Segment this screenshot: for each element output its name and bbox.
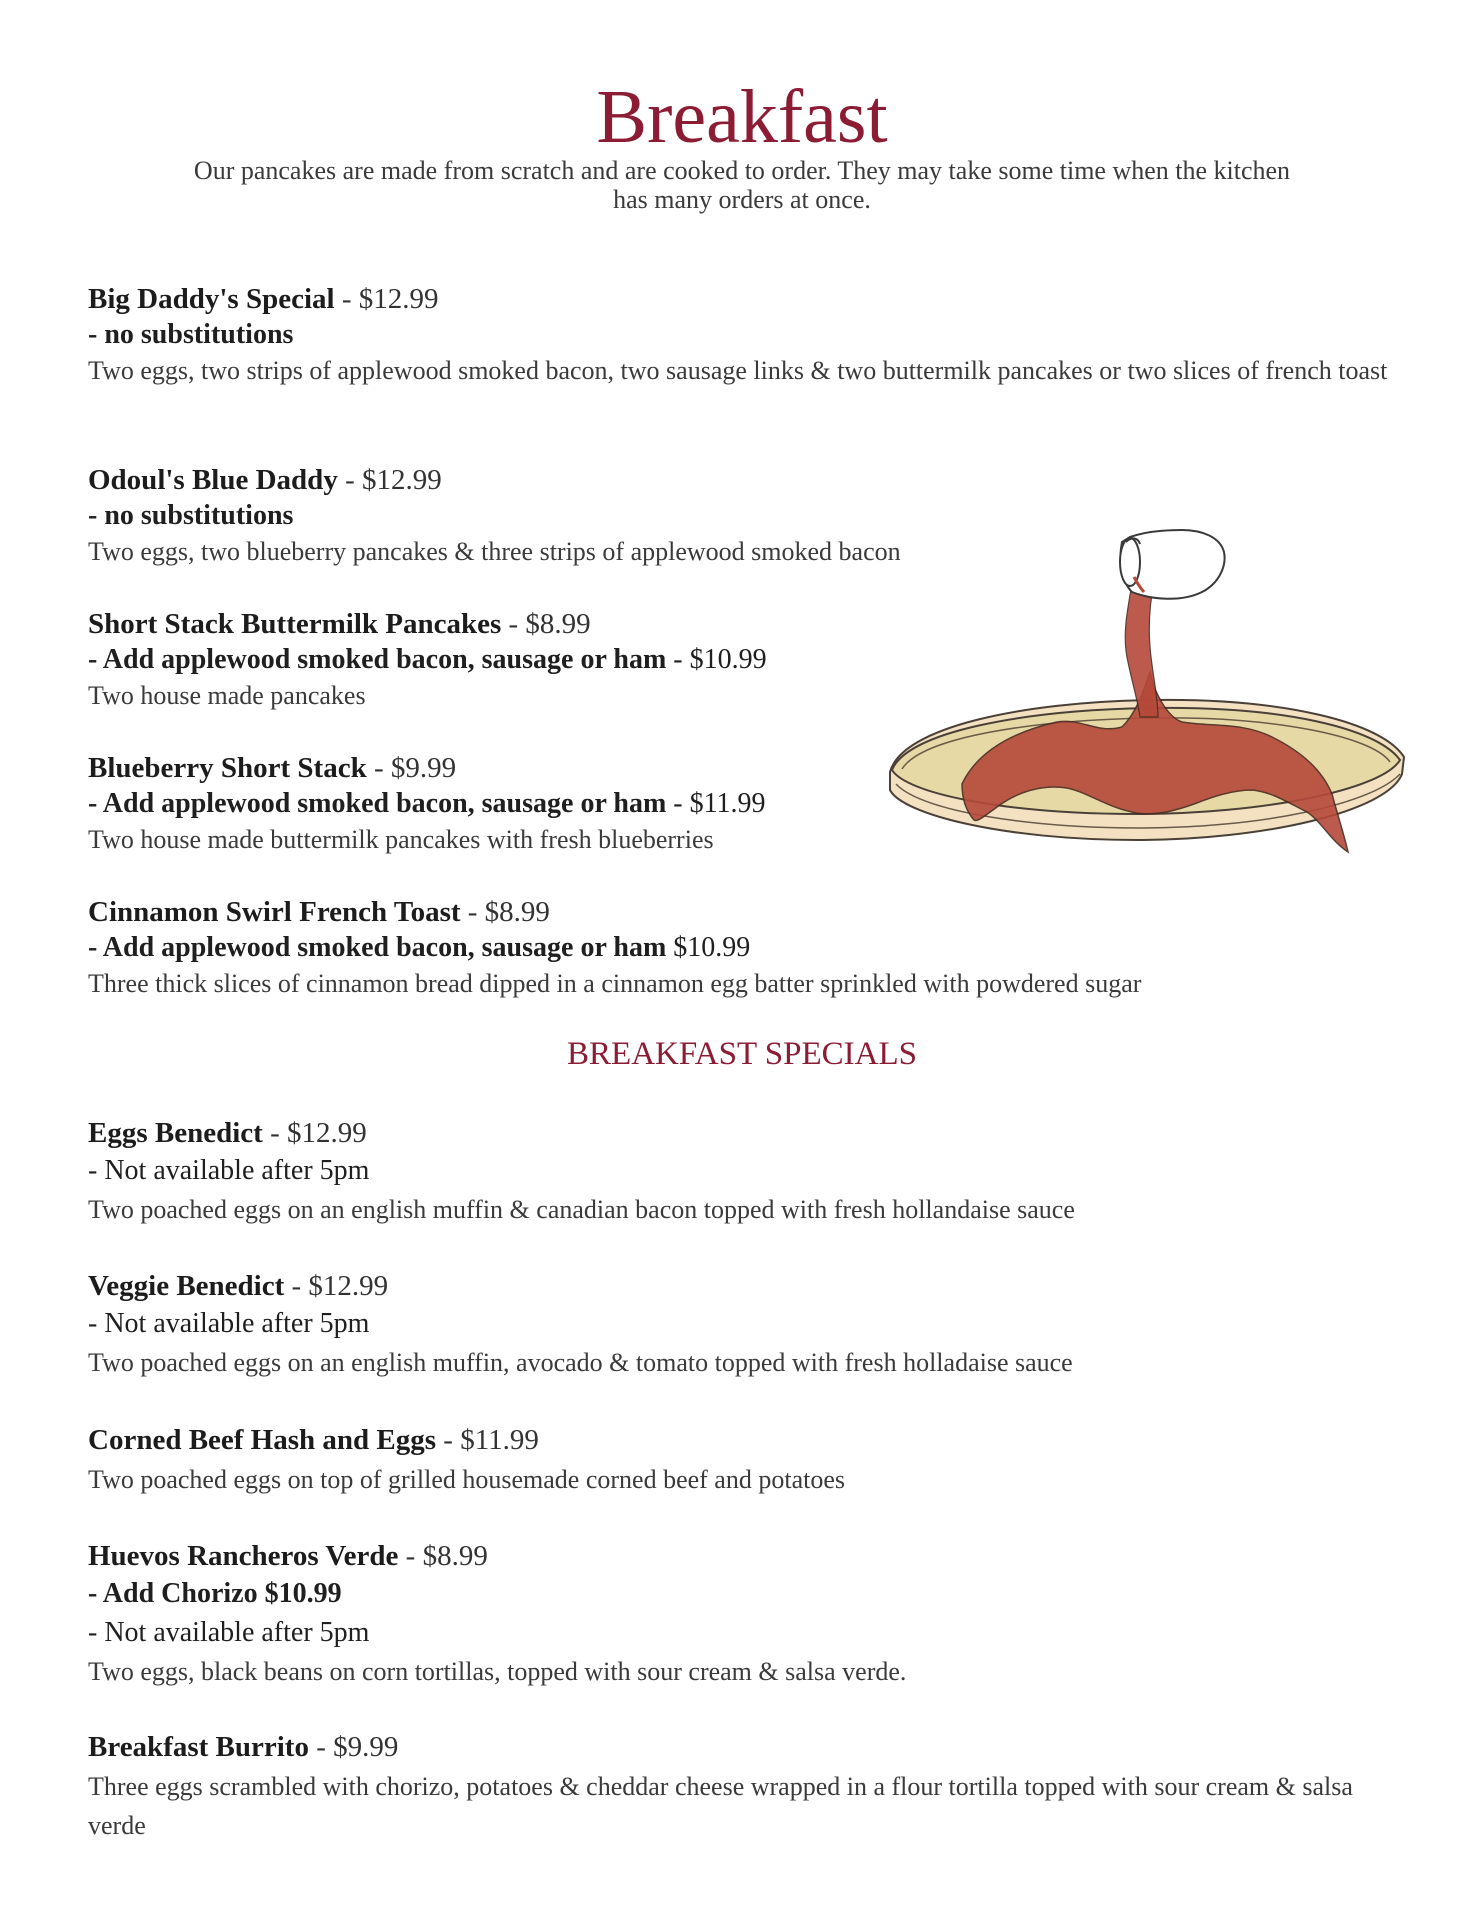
menu-item-blueberry-short-stack [88,750,868,858]
item-name: Short Stack Buttermilk Pancakes [88,608,502,640]
item-note: - Not available after 5pm [88,1617,370,1648]
item-name: Veggie Benedict [88,1270,285,1302]
item-note: - Add Chorizo $10.99 [88,1578,342,1609]
item-description: Three eggs scrambled with chorizo, potatoes & cheddar cheese wrapped in a flour tortilla topped with sour cream & salsa verde [88,1772,1353,1840]
item-note-price: $10.99 [666,932,751,963]
item-note: - Not available after 5pm [88,1155,370,1186]
item-description: Three thick slices of cinnamon bread dipped in a cinnamon egg batter sprinkled with powdered sugar [88,969,1142,998]
item-price: - $8.99 [467,896,550,928]
item-price: - $8.99 [405,1540,488,1572]
item-note: - no substitutions [88,319,294,350]
menu-item-breakfast-burrito [88,1729,1398,1845]
item-note: - Not available after 5pm [88,1308,370,1339]
menu-item-short-stack [88,606,868,714]
page-title: Breakfast [596,75,888,159]
item-description: Two eggs, two strips of applewood smoked bacon, two sausage links & two buttermilk pancakes or two slices of french toast [88,356,1388,385]
item-description: Two poached eggs on an english muffin & canadian bacon topped with fresh hollandaise sauce [88,1195,1075,1224]
menu-item-corned-beef-hash [88,1422,1398,1498]
item-description: Two poached eggs on an english muffin, avocado & tomato topped with fresh holladaise sauce [88,1348,1073,1377]
item-name: Odoul's Blue Daddy [88,464,338,496]
item-description: Two house made buttermilk pancakes with fresh blueberries [88,825,714,854]
item-name: Big Daddy's Special [88,283,335,315]
menu-item-eggs-benedict [88,1115,1398,1228]
menu-item-big-daddys-special [88,281,1398,389]
item-name: Blueberry Short Stack [88,752,367,784]
item-price: - $8.99 [508,608,591,640]
item-description: Two house made pancakes [88,681,366,710]
item-name: Breakfast Burrito [88,1731,309,1763]
item-note: - no substitutions [88,500,294,531]
item-description: Two eggs, two blueberry pancakes & three strips of applewood smoked bacon [88,537,901,566]
section-heading-specials: BREAKFAST SPECIALS [567,1036,917,1072]
item-price: - $12.99 [291,1270,389,1302]
item-note-price: - $10.99 [666,644,767,675]
menu-item-cinnamon-french-toast [88,894,1398,1002]
item-note: - Add applewood smoked bacon, sausage or ham [88,932,667,963]
syrup-pouring-on-pancakes-drawing [882,522,1422,882]
item-price: - $9.99 [316,1731,399,1763]
item-note-price: - $11.99 [666,788,766,819]
item-price: - $12.99 [270,1117,367,1149]
menu-item-huevos-rancheros [88,1538,1398,1690]
item-name: Huevos Rancheros Verde [88,1540,399,1572]
menu-item-veggie-benedict [88,1268,1398,1381]
item-note: - Add applewood smoked bacon, sausage or ham [88,644,667,675]
item-name: Corned Beef Hash and Eggs [88,1424,437,1456]
item-price: - $9.99 [373,752,457,784]
item-description: Two poached eggs on top of grilled housemade corned beef and potatoes [88,1465,845,1494]
item-name: Eggs Benedict [88,1117,263,1149]
intro-text: Our pancakes are made from scratch and are cooked to order. They may take some time when the kitchen has many orders at once. [193,156,1291,214]
item-price: - $12.99 [345,464,442,496]
item-price: - $11.99 [443,1424,539,1456]
item-price: - $12.99 [341,283,439,315]
item-name: Cinnamon Swirl French Toast [88,896,461,928]
item-note: - Add applewood smoked bacon, sausage or ham [88,788,667,819]
item-description: Two eggs, black beans on corn tortillas, topped with sour cream & salsa verde. [88,1657,907,1686]
